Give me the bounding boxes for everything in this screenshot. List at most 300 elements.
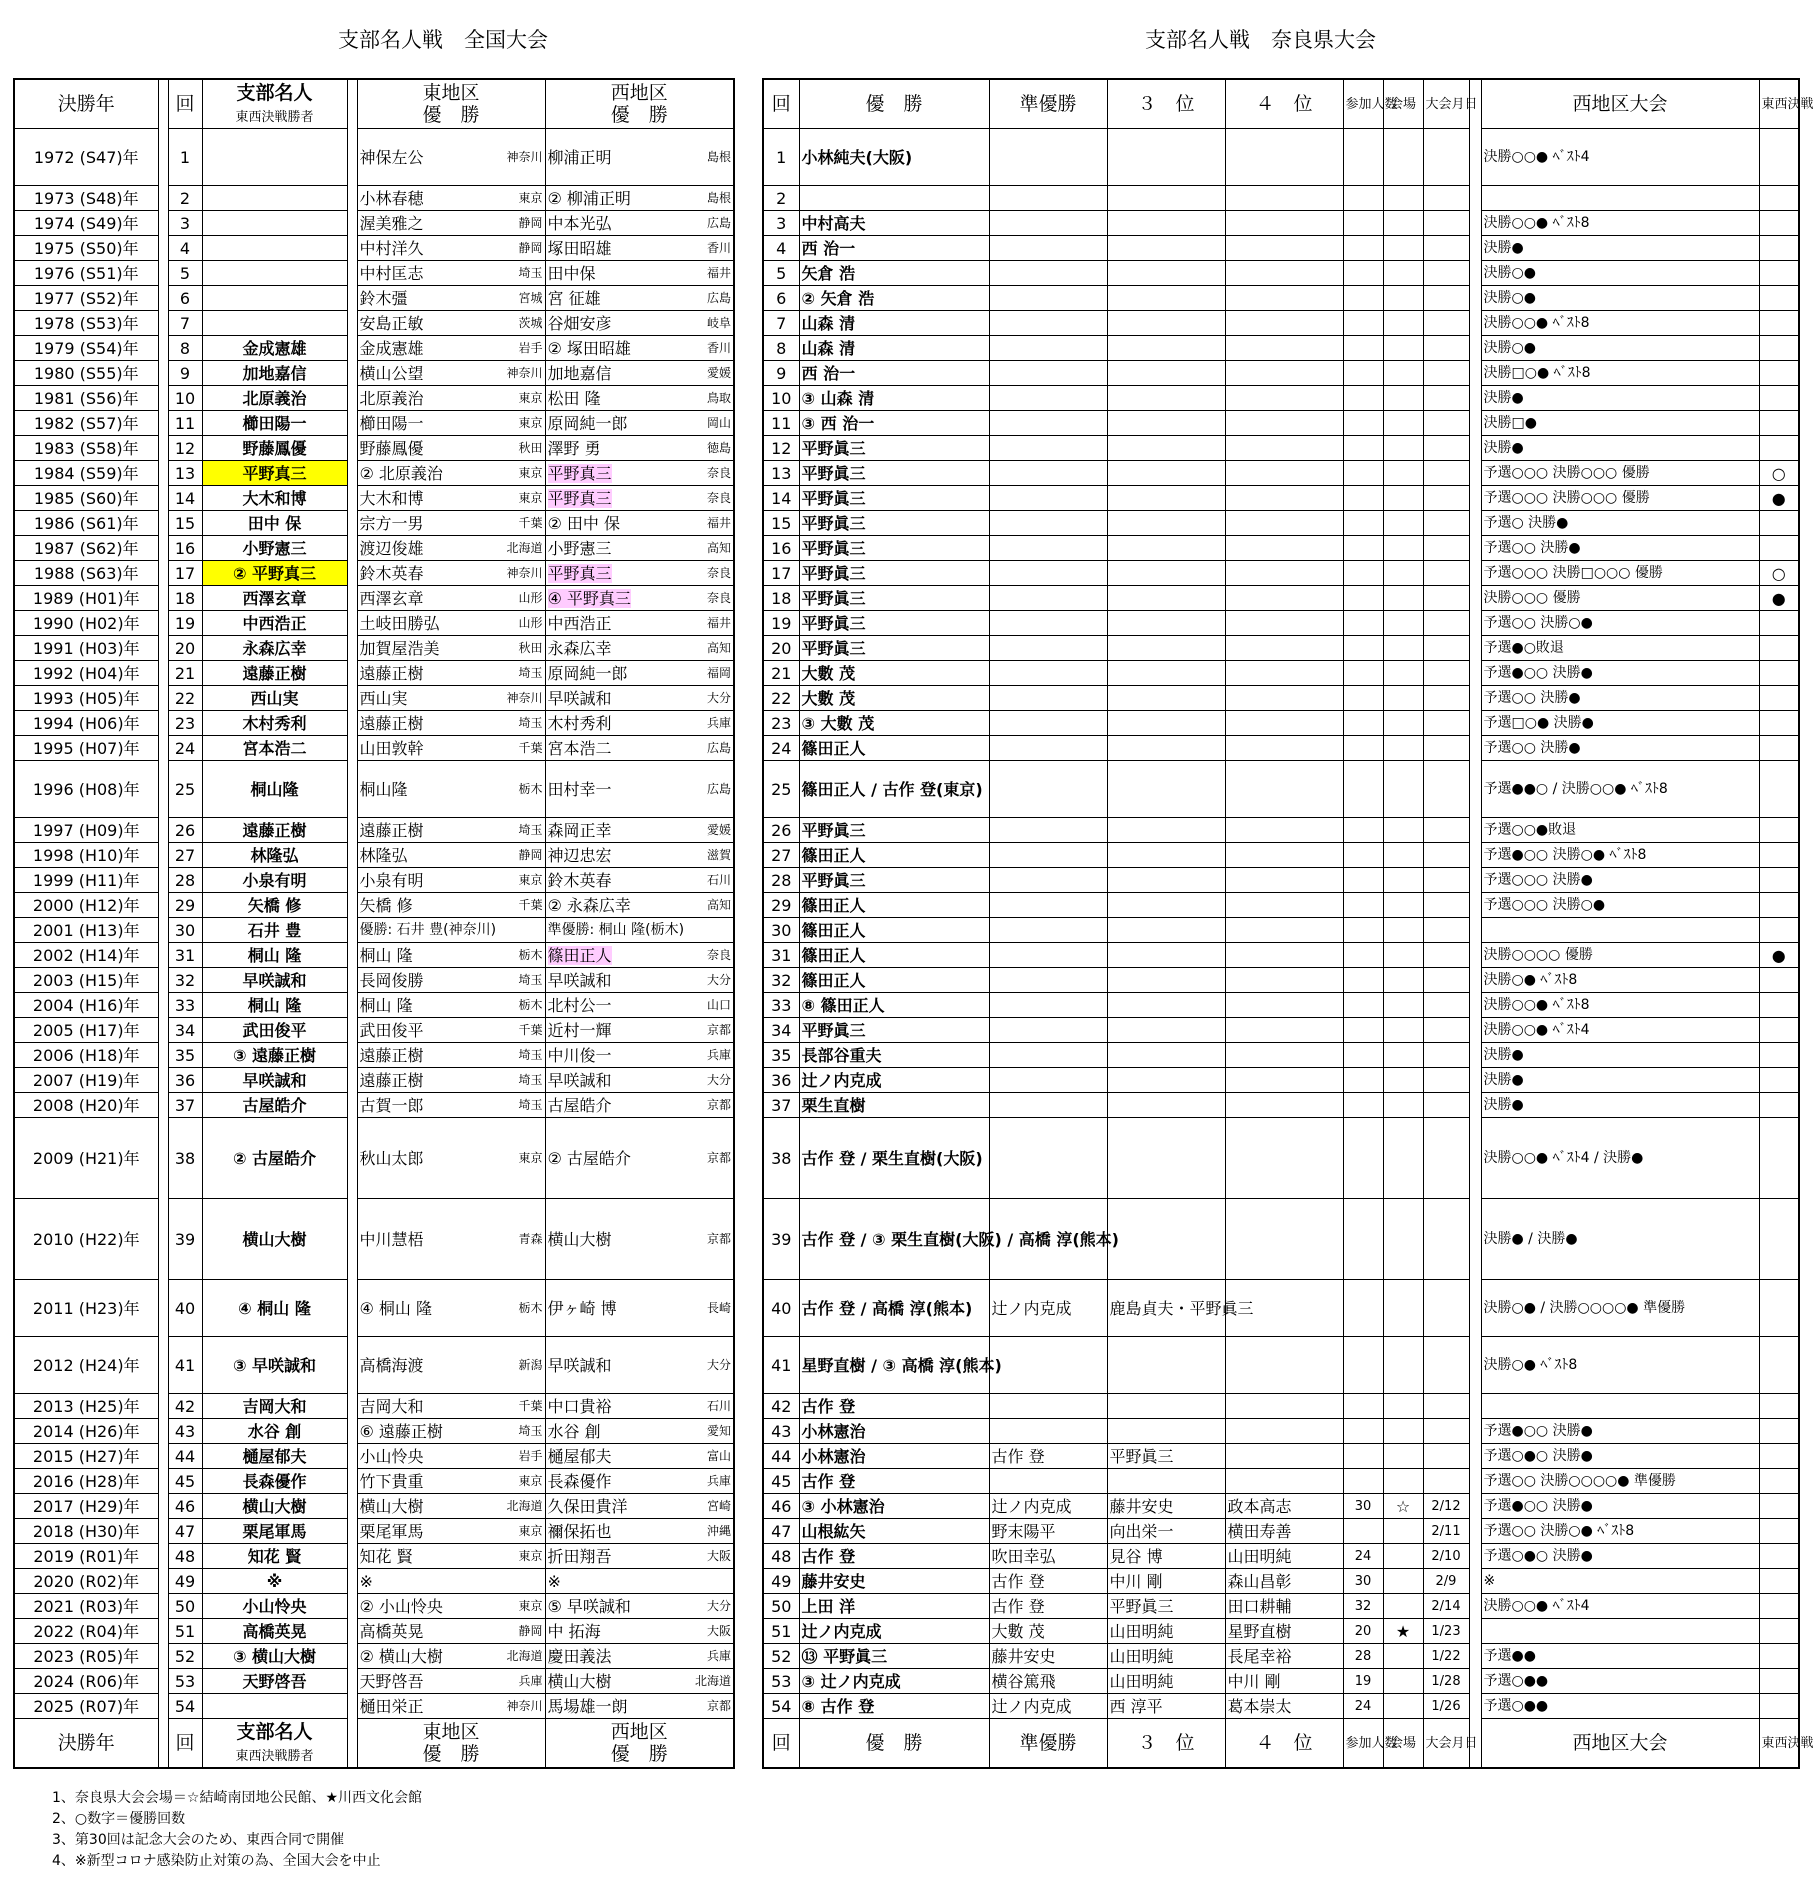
cell-west-tourn xyxy=(1481,236,1759,261)
cell-text: ⑬ 平野眞三 xyxy=(801,1646,888,1666)
cell-second xyxy=(989,761,1107,818)
cell-ew xyxy=(1759,761,1799,818)
cell-pref: 神奈川 xyxy=(506,365,543,380)
cell-fourth xyxy=(1225,611,1343,636)
cell-pref: 千葉 xyxy=(518,897,543,912)
cell-text: 古作 登 / ③ 栗生直樹(大阪) / 高橋 淳(熊本) xyxy=(801,1229,1119,1249)
cell-text: 森山昌彰 xyxy=(1227,1571,1292,1591)
cell-text: 長森優作 xyxy=(547,1471,612,1491)
cell-text: 4 xyxy=(776,238,787,258)
cell-venue xyxy=(1383,129,1423,186)
cell-west xyxy=(545,611,734,636)
cell-fourth xyxy=(1225,1544,1343,1569)
cell-venue xyxy=(1383,1694,1423,1719)
table-row xyxy=(763,943,1799,968)
cell-round xyxy=(168,1093,202,1118)
cell-text: 遠藤正樹 xyxy=(242,663,307,683)
cell-date xyxy=(1423,1669,1469,1694)
cell-text: 櫛田陽一 xyxy=(359,413,424,433)
cell-meijin xyxy=(202,611,347,636)
cell-west-tourn xyxy=(1481,1280,1759,1337)
cell-west xyxy=(545,1394,734,1419)
cell-text: 27 xyxy=(174,845,196,865)
cell-text: 1982 (S57)年 xyxy=(33,413,139,433)
cell-text: 予選●○○ 決勝● xyxy=(1483,1422,1593,1439)
cell-date xyxy=(1423,993,1469,1018)
cell-meijin xyxy=(202,1619,347,1644)
cell-text: ● xyxy=(1771,488,1786,508)
cell-text: 37 xyxy=(771,1095,792,1115)
cell-west-tourn xyxy=(1481,661,1759,686)
cell-year xyxy=(14,843,158,868)
cell-round xyxy=(168,361,202,386)
nara-foot-west: 西地区大会 xyxy=(1481,1719,1759,1769)
cell-text: 18 xyxy=(174,588,196,608)
cell-text: 予選○○○ 決勝□○○○ 優勝 xyxy=(1483,564,1663,581)
cell-round xyxy=(168,686,202,711)
cell-text: 樋屋郁夫 xyxy=(242,1446,307,1466)
cell-winner xyxy=(799,129,989,186)
cell-third xyxy=(1107,968,1225,993)
cell-text: 10 xyxy=(174,388,196,408)
cell-text: 2007 (H19)年 xyxy=(32,1070,140,1090)
cell-round xyxy=(168,186,202,211)
table-row xyxy=(763,1018,1799,1043)
cell-text: 横山公望 xyxy=(359,363,424,383)
cell-text: 久保田貴洋 xyxy=(547,1496,628,1516)
cell-text: 平野真三 xyxy=(547,488,612,508)
table-row xyxy=(14,1519,734,1544)
cell-second xyxy=(989,1644,1107,1669)
table-row xyxy=(14,261,734,286)
cell-east xyxy=(357,561,545,586)
cell-text: 予選○○○ 決勝● xyxy=(1483,871,1593,888)
cell-count xyxy=(1343,1494,1383,1519)
cell-text: 田村幸一 xyxy=(547,779,612,799)
cell-west-tourn xyxy=(1481,186,1759,211)
cell-winner xyxy=(799,561,989,586)
cell-text: 辻ノ内克成 xyxy=(991,1298,1072,1318)
cell-text: 50 xyxy=(771,1596,792,1616)
nara-col-ew: 東西決戦 xyxy=(1759,79,1799,129)
cell-fourth xyxy=(1225,361,1343,386)
cell-ew xyxy=(1759,236,1799,261)
cell-third xyxy=(1107,843,1225,868)
cell-venue xyxy=(1383,461,1423,486)
cell-round xyxy=(168,761,202,818)
cell-text: 28 xyxy=(771,870,792,890)
cell-year xyxy=(14,1199,158,1280)
cell-text: 西澤玄章 xyxy=(359,588,424,608)
cell-year xyxy=(14,711,158,736)
cell-round xyxy=(168,129,202,186)
cell-round xyxy=(168,1337,202,1394)
cell-east xyxy=(357,1118,545,1199)
cell-text: ③ 小林憲治 xyxy=(801,1496,885,1516)
cell-text: 長部谷重夫 xyxy=(801,1045,882,1065)
cell-round xyxy=(763,893,799,918)
cell-meijin xyxy=(202,411,347,436)
cell-west-tourn xyxy=(1481,1669,1759,1694)
cell-text: 中西浩正 xyxy=(242,613,307,633)
cell-meijin xyxy=(202,1544,347,1569)
cell-text: 天野啓吾 xyxy=(242,1671,307,1691)
cell-venue xyxy=(1383,1569,1423,1594)
cell-winner xyxy=(799,1068,989,1093)
cell-venue xyxy=(1383,1544,1423,1569)
cell-text: 横谷篤飛 xyxy=(991,1671,1056,1691)
cell-text: ● xyxy=(1771,588,1786,608)
cell-east xyxy=(357,1694,545,1719)
cell-date xyxy=(1423,336,1469,361)
cell-round xyxy=(763,129,799,186)
cell-count xyxy=(1343,536,1383,561)
col-east: 東地区 優 勝 xyxy=(357,79,545,129)
cell-west xyxy=(545,286,734,311)
cell-text: 2004 (H16)年 xyxy=(32,995,140,1015)
cell-third xyxy=(1107,918,1225,943)
cell-count xyxy=(1343,736,1383,761)
cell-pref: 静岡 xyxy=(518,1623,543,1638)
cell-text: 高橋英晃 xyxy=(242,1621,307,1641)
cell-round xyxy=(763,286,799,311)
cell-count xyxy=(1343,993,1383,1018)
cell-meijin xyxy=(202,1337,347,1394)
cell-text: 決勝● / 決勝● xyxy=(1483,1230,1578,1247)
table-row xyxy=(763,1644,1799,1669)
cell-round xyxy=(168,211,202,236)
cell-text: 水谷 創 xyxy=(547,1421,601,1441)
cell-west xyxy=(545,993,734,1018)
cell-winner xyxy=(799,1669,989,1694)
cell-third xyxy=(1107,1068,1225,1093)
cell-meijin xyxy=(202,311,347,336)
cell-date xyxy=(1423,736,1469,761)
cell-text: 53 xyxy=(174,1671,196,1691)
cell-meijin xyxy=(202,1068,347,1093)
cell-count xyxy=(1343,686,1383,711)
cell-text: 早咲誠和 xyxy=(242,970,307,990)
cell-year xyxy=(14,186,158,211)
cell-winner xyxy=(799,918,989,943)
cell-third xyxy=(1107,993,1225,1018)
cell-round xyxy=(168,611,202,636)
cell-count xyxy=(1343,1569,1383,1594)
cell-text: 51 xyxy=(174,1621,196,1641)
cell-pref: 石川 xyxy=(706,1398,731,1413)
nara-foot-venue: 会場 xyxy=(1383,1719,1423,1769)
cell-text: 1994 (H06)年 xyxy=(32,713,140,733)
cell-year xyxy=(14,918,158,943)
cell-text: 長岡俊勝 xyxy=(359,970,424,990)
cell-text: 25 xyxy=(771,779,792,799)
cell-east xyxy=(357,1669,545,1694)
cell-text: 横山大樹 xyxy=(547,1671,612,1691)
cell-year xyxy=(14,686,158,711)
table-row xyxy=(14,1694,734,1719)
cell-pref: 埼玉 xyxy=(518,715,543,730)
table-row xyxy=(763,1619,1799,1644)
cell-west xyxy=(545,661,734,686)
cell-second xyxy=(989,611,1107,636)
cell-east xyxy=(357,736,545,761)
cell-ew xyxy=(1759,1444,1799,1469)
cell-date xyxy=(1423,1280,1469,1337)
cell-winner xyxy=(799,1494,989,1519)
cell-meijin xyxy=(202,993,347,1018)
cell-east xyxy=(357,1419,545,1444)
cell-text: 29 xyxy=(771,895,792,915)
cell-west-tourn xyxy=(1481,1544,1759,1569)
cell-text: 桐山 隆 xyxy=(359,945,413,965)
cell-fourth xyxy=(1225,943,1343,968)
cell-text: 桐山隆 xyxy=(359,779,408,799)
cell-pref: 福井 xyxy=(706,615,731,630)
table-row xyxy=(763,361,1799,386)
cell-second xyxy=(989,686,1107,711)
cell-date xyxy=(1423,1544,1469,1569)
cell-count xyxy=(1343,918,1383,943)
cell-pref: 高知 xyxy=(706,640,731,655)
cell-text: ● xyxy=(1771,945,1786,965)
cell-text: 平野眞三 xyxy=(801,870,866,890)
cell-third xyxy=(1107,1419,1225,1444)
cell-text: 2/11 xyxy=(1431,1523,1461,1539)
cell-fourth xyxy=(1225,1594,1343,1619)
cell-meijin xyxy=(202,711,347,736)
table-row xyxy=(14,1118,734,1199)
table-row xyxy=(14,1280,734,1337)
cell-ew xyxy=(1759,1569,1799,1594)
cell-text: 3 xyxy=(179,213,191,233)
cell-text: 武田俊平 xyxy=(359,1020,424,1040)
cell-text: 1976 (S51)年 xyxy=(33,263,139,283)
cell-text: 小林憲治 xyxy=(801,1446,866,1466)
cell-text: 決勝○● xyxy=(1483,289,1536,306)
cell-winner xyxy=(799,536,989,561)
cell-text: 7 xyxy=(179,313,191,333)
cell-winner xyxy=(799,636,989,661)
cell-text: 渡辺俊雄 xyxy=(359,538,424,558)
cell-pref: 北海道 xyxy=(694,1673,731,1688)
table-row xyxy=(763,561,1799,586)
cell-venue xyxy=(1383,1394,1423,1419)
cell-ew xyxy=(1759,1594,1799,1619)
cell-text: 11 xyxy=(174,413,196,433)
cell-round xyxy=(168,461,202,486)
cell-text: 10 xyxy=(771,388,792,408)
cell-pref: 広島 xyxy=(706,215,731,230)
foot-east: 東地区 優 勝 xyxy=(357,1719,545,1769)
cell-year xyxy=(14,868,158,893)
cell-year xyxy=(14,211,158,236)
cell-venue xyxy=(1383,1494,1423,1519)
cell-text: 18 xyxy=(771,588,792,608)
cell-pref: 山形 xyxy=(518,615,543,630)
cell-text: 野末陽平 xyxy=(991,1521,1056,1541)
cell-pref: 奈良 xyxy=(706,465,731,480)
cell-pref: 東京 xyxy=(518,1548,543,1563)
cell-ew xyxy=(1759,943,1799,968)
cell-ew xyxy=(1759,1619,1799,1644)
cell-date xyxy=(1423,636,1469,661)
cell-pref: 東京 xyxy=(518,1598,543,1613)
cell-pref: 岩手 xyxy=(518,340,543,355)
cell-meijin xyxy=(202,236,347,261)
cell-text: 野藤鳳優 xyxy=(242,438,307,458)
table-row xyxy=(763,586,1799,611)
cell-pref: 愛知 xyxy=(706,1423,731,1438)
cell-text: 2006 (H18)年 xyxy=(32,1045,140,1065)
cell-text: 加地嘉信 xyxy=(242,363,307,383)
cell-text: 篠田正人 xyxy=(801,920,866,940)
cell-text: 49 xyxy=(771,1571,792,1591)
table-row xyxy=(14,761,734,818)
cell-text: 吹田幸弘 xyxy=(991,1546,1056,1566)
cell-round xyxy=(763,1419,799,1444)
cell-meijin xyxy=(202,1519,347,1544)
cell-venue xyxy=(1383,918,1423,943)
cell-ew xyxy=(1759,993,1799,1018)
cell-text: 竹下貴重 xyxy=(359,1471,424,1491)
table-row xyxy=(763,461,1799,486)
cell-text: 決勝○● xyxy=(1483,339,1536,356)
cell-east xyxy=(357,636,545,661)
cell-east xyxy=(357,236,545,261)
cell-text: 28 xyxy=(174,870,196,890)
cell-round xyxy=(168,386,202,411)
cell-pref: 兵庫 xyxy=(518,1673,543,1688)
cell-text: 星野直樹 / ③ 高橋 淳(熊本) xyxy=(801,1355,1002,1375)
cell-text: 41 xyxy=(174,1355,196,1375)
cell-text: ※ xyxy=(359,1571,373,1591)
cell-text: 篠田正人 / 古作 登(東京) xyxy=(801,779,983,799)
cell-text: 28 xyxy=(1354,1648,1372,1664)
cell-count xyxy=(1343,1068,1383,1093)
cell-text: 篠田正人 xyxy=(801,895,866,915)
table-row xyxy=(14,1494,734,1519)
cell-west-tourn xyxy=(1481,461,1759,486)
cell-second xyxy=(989,818,1107,843)
cell-text: ③ 山森 清 xyxy=(801,388,875,408)
cell-ew xyxy=(1759,561,1799,586)
cell-pref: 沖縄 xyxy=(706,1523,731,1538)
cell-text: ④ 平野真三 xyxy=(547,588,631,608)
cell-text: 早咲誠和 xyxy=(547,1355,612,1375)
cell-winner xyxy=(799,311,989,336)
cell-west-tourn xyxy=(1481,311,1759,336)
cell-round xyxy=(763,818,799,843)
cell-west xyxy=(545,386,734,411)
cell-west-tourn xyxy=(1481,586,1759,611)
cell-venue xyxy=(1383,1280,1423,1337)
cell-round xyxy=(763,1694,799,1719)
cell-text: 平野眞三 xyxy=(801,563,866,583)
cell-west-tourn xyxy=(1481,1444,1759,1469)
cell-second xyxy=(989,661,1107,686)
cell-date xyxy=(1423,461,1469,486)
cell-pref: 北海道 xyxy=(506,1648,543,1663)
cell-second xyxy=(989,361,1107,386)
cell-count xyxy=(1343,1199,1383,1280)
table-row xyxy=(14,968,734,993)
cell-text: 古作 登 xyxy=(991,1571,1045,1591)
cell-round xyxy=(763,1594,799,1619)
cell-text: 決勝○○● ﾍﾞｽﾄ4 xyxy=(1483,148,1590,165)
cell-pref: 千葉 xyxy=(518,1022,543,1037)
cell-fourth xyxy=(1225,1419,1343,1444)
cell-text: 25 xyxy=(174,779,196,799)
cell-year xyxy=(14,1669,158,1694)
cell-text: 遠藤正樹 xyxy=(242,820,307,840)
cell-west-tourn xyxy=(1481,686,1759,711)
cell-count xyxy=(1343,943,1383,968)
cell-text: 予選○○ 決勝○○○○● 準優勝 xyxy=(1483,1472,1676,1489)
cell-text: ② 永森広幸 xyxy=(547,895,631,915)
cell-date xyxy=(1423,1018,1469,1043)
cell-second xyxy=(989,711,1107,736)
cell-east xyxy=(357,993,545,1018)
cell-text: ② 古屋皓介 xyxy=(547,1148,631,1168)
cell-text: 辻ノ内克成 xyxy=(801,1621,882,1641)
cell-fourth xyxy=(1225,711,1343,736)
cell-year xyxy=(14,336,158,361)
cell-third xyxy=(1107,761,1225,818)
cell-count xyxy=(1343,636,1383,661)
cell-text: 北原義治 xyxy=(359,388,424,408)
cell-round xyxy=(168,918,202,943)
cell-text: 決勝○○● ﾍﾞｽﾄ8 xyxy=(1483,214,1590,231)
cell-text: 平野眞三 xyxy=(801,1020,866,1040)
cell-text: 11 xyxy=(771,413,792,433)
cell-text: 政本高志 xyxy=(1227,1496,1292,1516)
table-row xyxy=(14,843,734,868)
table-row xyxy=(14,1619,734,1644)
cell-text: 2023 (R05)年 xyxy=(33,1646,140,1666)
cell-winner xyxy=(799,1444,989,1469)
cell-date xyxy=(1423,1199,1469,1280)
cell-text: 1989 (H01)年 xyxy=(32,588,140,608)
cell-pref: 島根 xyxy=(706,149,731,164)
cell-winner xyxy=(799,436,989,461)
cell-winner xyxy=(799,1093,989,1118)
cell-text: 2010 (H22)年 xyxy=(32,1229,140,1249)
cell-date xyxy=(1423,1619,1469,1644)
cell-text: ★ xyxy=(1395,1621,1411,1641)
cell-west-tourn xyxy=(1481,511,1759,536)
cell-round xyxy=(168,1419,202,1444)
cell-text: ② 古屋皓介 xyxy=(232,1148,317,1168)
cell-west xyxy=(545,561,734,586)
cell-text: 30 xyxy=(1354,1573,1372,1589)
table-row xyxy=(763,236,1799,261)
cell-meijin xyxy=(202,1018,347,1043)
cell-third xyxy=(1107,636,1225,661)
cell-year xyxy=(14,636,158,661)
cell-text: 宮本浩二 xyxy=(547,738,612,758)
cell-text: 41 xyxy=(771,1355,792,1375)
table-row xyxy=(763,1594,1799,1619)
nara-title: 支部名人戦 奈良県大会 xyxy=(1145,28,1376,52)
cell-text: 予選○○ 決勝● xyxy=(1483,689,1581,706)
cell-second xyxy=(989,1569,1107,1594)
cell-pref: 大分 xyxy=(706,1598,731,1613)
cell-pref: 大分 xyxy=(706,690,731,705)
cell-west-tourn xyxy=(1481,1569,1759,1594)
cell-text: 平野眞三 xyxy=(801,438,866,458)
cell-text: 平野眞三 xyxy=(1109,1446,1174,1466)
table-row xyxy=(763,486,1799,511)
